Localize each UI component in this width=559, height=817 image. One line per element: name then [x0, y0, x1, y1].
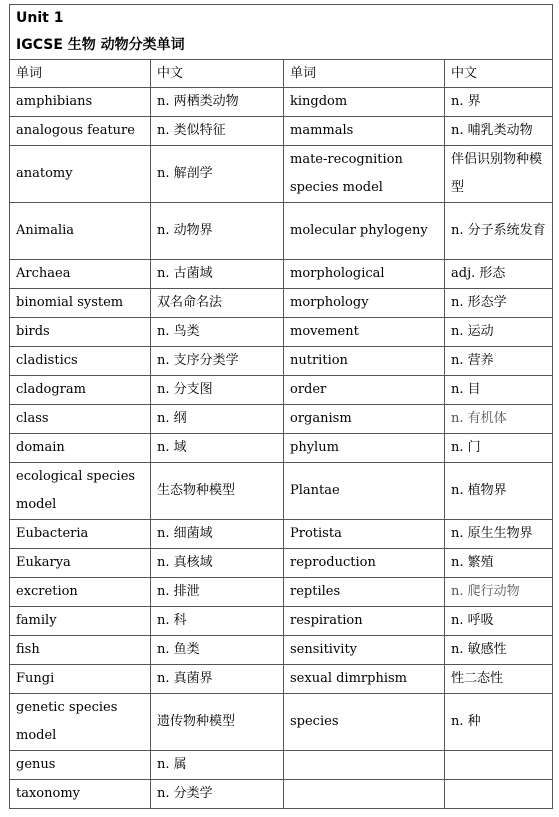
term-chinese: n. 真菌界	[151, 665, 284, 694]
term-chinese: 双名命名法	[151, 289, 284, 318]
term-word	[284, 751, 445, 780]
table-row	[10, 607, 553, 636]
table-row	[10, 520, 553, 549]
term-chinese: 遗传物种模型	[151, 694, 284, 751]
term-chinese	[445, 780, 553, 809]
document-subtitle: IGCSE 生物 动物分类单词	[10, 32, 553, 60]
term-word: birds	[10, 318, 151, 347]
term-chinese: n. 门	[445, 434, 553, 463]
term-chinese: n. 呼吸	[445, 607, 553, 636]
term-word: ecological species model	[10, 463, 151, 520]
term-word: respiration	[284, 607, 445, 636]
term-chinese: n. 目	[445, 376, 553, 405]
table-row	[10, 347, 553, 376]
term-chinese: n. 营养	[445, 347, 553, 376]
term-word: genus	[10, 751, 151, 780]
term-word: binomial system	[10, 289, 151, 318]
term-chinese: n. 两栖类动物	[151, 88, 284, 117]
table-row	[10, 463, 553, 520]
table-row	[10, 549, 553, 578]
term-chinese: n. 爬行动物	[445, 578, 553, 607]
table-row	[10, 665, 553, 694]
term-chinese: n. 支序分类学	[151, 347, 284, 376]
term-chinese	[445, 751, 553, 780]
column-header-chinese: 中文	[445, 60, 553, 88]
table-row	[10, 376, 553, 405]
table-row	[10, 289, 553, 318]
term-chinese: n. 动物界	[151, 203, 284, 260]
term-chinese: n. 分子系统发育	[445, 203, 553, 260]
column-header-word: 单词	[284, 60, 445, 88]
term-chinese: n. 鱼类	[151, 636, 284, 665]
term-chinese: n. 运动	[445, 318, 553, 347]
term-chinese: n. 古菌域	[151, 260, 284, 289]
term-chinese: 生态物种模型	[151, 463, 284, 520]
term-word: analogous feature	[10, 117, 151, 146]
term-chinese: n. 真核域	[151, 549, 284, 578]
term-word: kingdom	[284, 88, 445, 117]
term-chinese: n. 分支图	[151, 376, 284, 405]
term-word: sensitivity	[284, 636, 445, 665]
term-chinese: n. 纲	[151, 405, 284, 434]
term-word: cladogram	[10, 376, 151, 405]
term-chinese: 伴侣识别物种模型	[445, 146, 553, 203]
term-word: phylum	[284, 434, 445, 463]
term-chinese: adj. 形态	[445, 260, 553, 289]
term-word: taxonomy	[10, 780, 151, 809]
term-word: Eubacteria	[10, 520, 151, 549]
table-row	[10, 203, 553, 260]
term-word: Plantae	[284, 463, 445, 520]
term-chinese: n. 科	[151, 607, 284, 636]
term-word: Animalia	[10, 203, 151, 260]
term-word: mammals	[284, 117, 445, 146]
table-row	[10, 405, 553, 434]
term-word: excretion	[10, 578, 151, 607]
term-chinese: n. 形态学	[445, 289, 553, 318]
term-word: mate-recognition species model	[284, 146, 445, 203]
table-row	[10, 751, 553, 780]
unit-title: Unit 1	[10, 5, 553, 33]
table-row	[10, 318, 553, 347]
term-word	[284, 780, 445, 809]
table-row	[10, 434, 553, 463]
term-word: organism	[284, 405, 445, 434]
term-word: reproduction	[284, 549, 445, 578]
term-word: morphology	[284, 289, 445, 318]
table-row	[10, 780, 553, 809]
term-word: nutrition	[284, 347, 445, 376]
column-header-word: 单词	[10, 60, 151, 88]
term-word: fish	[10, 636, 151, 665]
term-word: genetic species model	[10, 694, 151, 751]
term-chinese: n. 繁殖	[445, 549, 553, 578]
term-word: anatomy	[10, 146, 151, 203]
term-word: domain	[10, 434, 151, 463]
term-chinese: n. 域	[151, 434, 284, 463]
term-word: amphibians	[10, 88, 151, 117]
term-word: cladistics	[10, 347, 151, 376]
term-chinese: n. 类似特征	[151, 117, 284, 146]
term-word: Fungi	[10, 665, 151, 694]
term-chinese: n. 界	[445, 88, 553, 117]
term-chinese: n. 哺乳类动物	[445, 117, 553, 146]
term-chinese: n. 解剖学	[151, 146, 284, 203]
term-chinese: n. 细菌域	[151, 520, 284, 549]
table-row	[10, 260, 553, 289]
term-word: movement	[284, 318, 445, 347]
table-row	[10, 578, 553, 607]
term-word: reptiles	[284, 578, 445, 607]
table-row	[10, 88, 553, 117]
term-word: Archaea	[10, 260, 151, 289]
column-header-chinese: 中文	[151, 60, 284, 88]
term-word: species	[284, 694, 445, 751]
term-word: molecular phylogeny	[284, 203, 445, 260]
term-word: order	[284, 376, 445, 405]
table-row	[10, 117, 553, 146]
term-chinese: n. 分类学	[151, 780, 284, 809]
term-chinese: 性二态性	[445, 665, 553, 694]
vocabulary-table	[9, 4, 553, 809]
term-word: class	[10, 405, 151, 434]
term-word: sexual dimrphism	[284, 665, 445, 694]
table-row	[10, 694, 553, 751]
term-word: family	[10, 607, 151, 636]
term-word: Eukarya	[10, 549, 151, 578]
term-word: morphological	[284, 260, 445, 289]
term-chinese: n. 植物界	[445, 463, 553, 520]
table-row	[10, 636, 553, 665]
term-word: Protista	[284, 520, 445, 549]
column-header-row	[10, 60, 553, 88]
term-chinese: n. 有机体	[445, 405, 553, 434]
term-chinese: n. 属	[151, 751, 284, 780]
term-chinese: n. 敏感性	[445, 636, 553, 665]
term-chinese: n. 鸟类	[151, 318, 284, 347]
table-row	[10, 146, 553, 203]
term-chinese: n. 原生生物界	[445, 520, 553, 549]
term-chinese: n. 种	[445, 694, 553, 751]
term-chinese: n. 排泄	[151, 578, 284, 607]
